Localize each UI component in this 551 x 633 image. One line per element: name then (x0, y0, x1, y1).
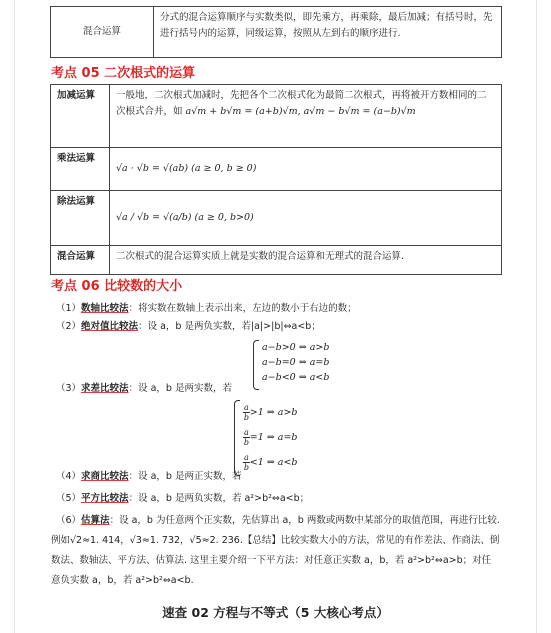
row-label: 乘法运算 (51, 148, 110, 191)
section-heading-05: 考点 05 二次根式的运算 (51, 66, 196, 81)
mixed-fraction-table (50, 6, 502, 58)
row-content (110, 85, 502, 148)
row-content: 分式的混合运算顺序与实数类似，即先乘方，再乘除，最后加减；有括号时，先进行括号内的运算，同级运算，按照从左到右的顺序进行. (154, 7, 502, 58)
table-row (51, 7, 502, 58)
radical-operations-table (50, 84, 502, 275)
estimate-line: 数法、数轴法、平方法、估算法. 这里主要介绍一下平方法：对任意正实数 a，b，若 a²>b²⇔a>b；对任 (51, 555, 492, 566)
multiply-formula: √a · √b = √(ab) (a ≥ 0, b ≥ 0) (116, 163, 257, 174)
row-label: 加减运算 (51, 85, 110, 148)
row-content: 二次根式的混合运算实质上就是实数的混合运算和无理式的混合运算. (110, 246, 502, 275)
table-row (51, 246, 502, 275)
table-row (51, 148, 502, 191)
list-item: （6）估算法：设 a，b 为任意两个正实数，先估算出 a，b 两数或两数中某部分的取值范围，再进行比较. (56, 515, 500, 526)
list-item: （5）平方比较法：设 a，b 是两负实数，若 a²>b²⇔a<b； (56, 493, 310, 504)
next-section-title: 速查 02 方程与不等式（5 大核心考点） (162, 605, 389, 620)
page-edge-left (14, 0, 15, 633)
section-heading-06: 考点 06 比较数的大小 (51, 279, 183, 294)
list-item: （2）绝对值比较法：设 a，b 是两负实数，若|a|>|b|⇔a<b； (56, 321, 321, 332)
list-item: （1）数轴比较法：将实数在数轴上表示出来，左边的数小于右边的数； (56, 303, 357, 314)
method-title: 估算法 (81, 515, 110, 526)
row-label: 除法运算 (51, 191, 110, 246)
row-content (110, 191, 502, 246)
table-row (51, 85, 502, 148)
add-sub-formula: a√m + b√m = (a+b)√m, a√m − b√m = (a−b)√m (185, 106, 416, 117)
method-title: 平方比较法 (81, 493, 129, 504)
estimate-line: 例如√2≈1. 414，√3≈1. 732，√5≈2. 236.【总结】比较实数大小的方法，常见的有作差法、作商法、倒 (51, 535, 500, 546)
divide-formula: √a / √b = √(a/b) (a ≥ 0, b>0) (116, 212, 254, 223)
add-sub-text: 一般地，二次根式加减时，先把各个二次根式化为最简二次根式，再将被开方数相同的二次根式合并，如 (116, 90, 487, 117)
method-title: 求差比较法 (81, 383, 129, 394)
method-title: 绝对值比较法 (81, 321, 139, 332)
list-item: （4）求商比较法：设 a，b 是两正实数，若 (56, 471, 242, 482)
table-row (51, 191, 502, 246)
method-title: 数轴比较法 (81, 303, 129, 314)
quotient-cases: $\frac{a}{b}$ >1 ⇔ a>b $\frac{a}{b}$ =1 ⇔ a=b $\frac{a}{b}$ <1 ⇔ a<b (234, 400, 298, 476)
row-label: 混合运算 (51, 246, 110, 275)
list-item: （3）求差比较法：设 a，b 是两实数，若 (56, 383, 232, 394)
estimate-line: 意负实数 a，b，若 a²>b²⇔a<b. (51, 575, 194, 586)
page-edge-right (536, 0, 537, 633)
difference-cases: a−b>0 ⇔ a>b a−b=0 ⇔ a=b a−b<0 ⇔ a<b (253, 340, 329, 390)
method-title: 求商比较法 (81, 471, 129, 482)
row-content (110, 148, 502, 191)
row-label: 混合运算 (51, 7, 154, 58)
